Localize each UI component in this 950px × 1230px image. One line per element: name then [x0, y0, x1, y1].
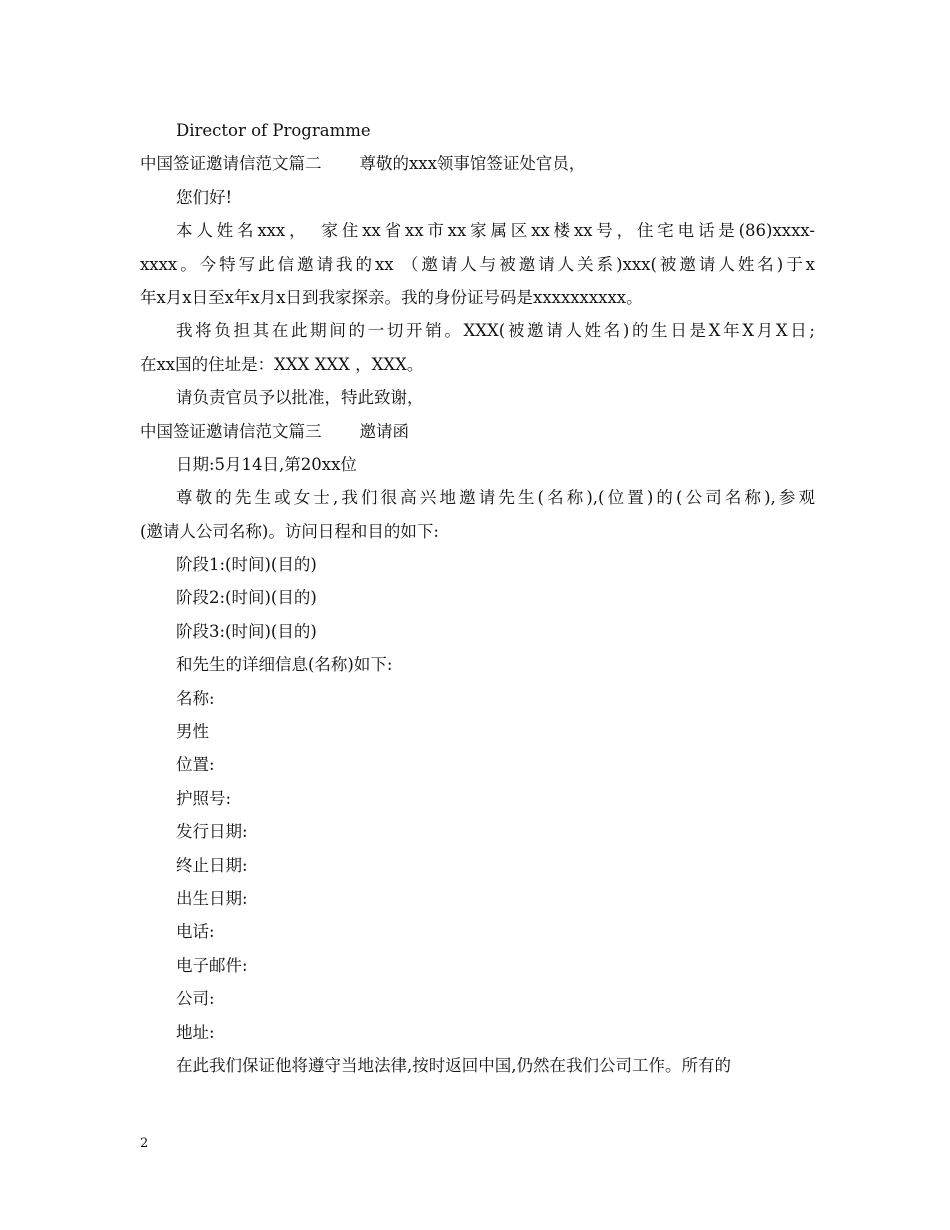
date-line: 日期:5月14日,第20xx位 — [176, 454, 357, 474]
detail-field: 发行日期: — [176, 822, 248, 842]
schedule-item: 阶段1:(时间)(目的) — [176, 555, 317, 575]
paragraph-line: 年x月x日至x年x月x日到我家探亲。我的身份证号码是xxxxxxxxxx。 — [140, 287, 643, 307]
paragraph-line: (邀请人公司名称)。访问日程和目的如下: — [140, 521, 439, 541]
section-heading: 中国签证邀请信范文篇三 — [140, 421, 322, 441]
section-heading: 中国签证邀请信范文篇二 — [140, 154, 322, 174]
details-intro: 和先生的详细信息(名称)如下: — [176, 655, 393, 675]
schedule-item: 阶段2:(时间)(目的) — [176, 588, 317, 608]
section-heading-line — [140, 147, 815, 180]
greeting: 您们好! — [176, 187, 233, 207]
detail-field: 名称: — [176, 688, 215, 708]
letter-title: 邀请函 — [359, 421, 409, 441]
detail-field: 护照号: — [176, 788, 232, 808]
detail-field: 电子邮件: — [176, 955, 248, 975]
detail-field: 位置: — [176, 755, 215, 775]
paragraph-line: xxxx。今特写此信邀请我的xx （邀请人与被邀请人关系)xxx(被邀请人姓名)于x — [140, 254, 815, 274]
detail-field: 公司: — [176, 989, 215, 1009]
detail-field: 地址: — [176, 1022, 215, 1042]
paragraph-line: 在xx国的住址是：XXX XXX ，XXX。 — [140, 354, 424, 374]
paragraph-line: 尊敬的先生或女士,我们很高兴地邀请先生(名称),(位置)的(公司名称),参观 — [176, 488, 815, 508]
signature-title: Director of Programme — [176, 121, 371, 140]
detail-field: 电话: — [176, 922, 215, 942]
detail-field: 终止日期: — [176, 855, 248, 875]
paragraph-line: 本人姓名xxx， 家住xx省xx市xx家属区xx楼xx号，住宅电话是(86)xxxx- — [176, 221, 815, 241]
closing-line: 请负责官员予以批准，特此致谢， — [176, 388, 424, 408]
salutation: 尊敬的xxx领事馆签证处官员， — [359, 154, 586, 174]
document-body — [140, 114, 815, 1082]
detail-field: 男性 — [176, 722, 209, 742]
paragraph-line: 我将负担其在此期间的一切开销。XXX(被邀请人姓名)的生日是X年X月X日; — [176, 321, 815, 341]
detail-field: 出生日期: — [176, 888, 248, 908]
section-heading-line — [140, 415, 815, 448]
paragraph-line: 在此我们保证他将遵守当地法律,按时返回中国,仍然在我们公司工作。所有的 — [176, 1055, 731, 1075]
schedule-item: 阶段3:(时间)(目的) — [176, 621, 317, 641]
page-number: 2 — [140, 1136, 149, 1151]
